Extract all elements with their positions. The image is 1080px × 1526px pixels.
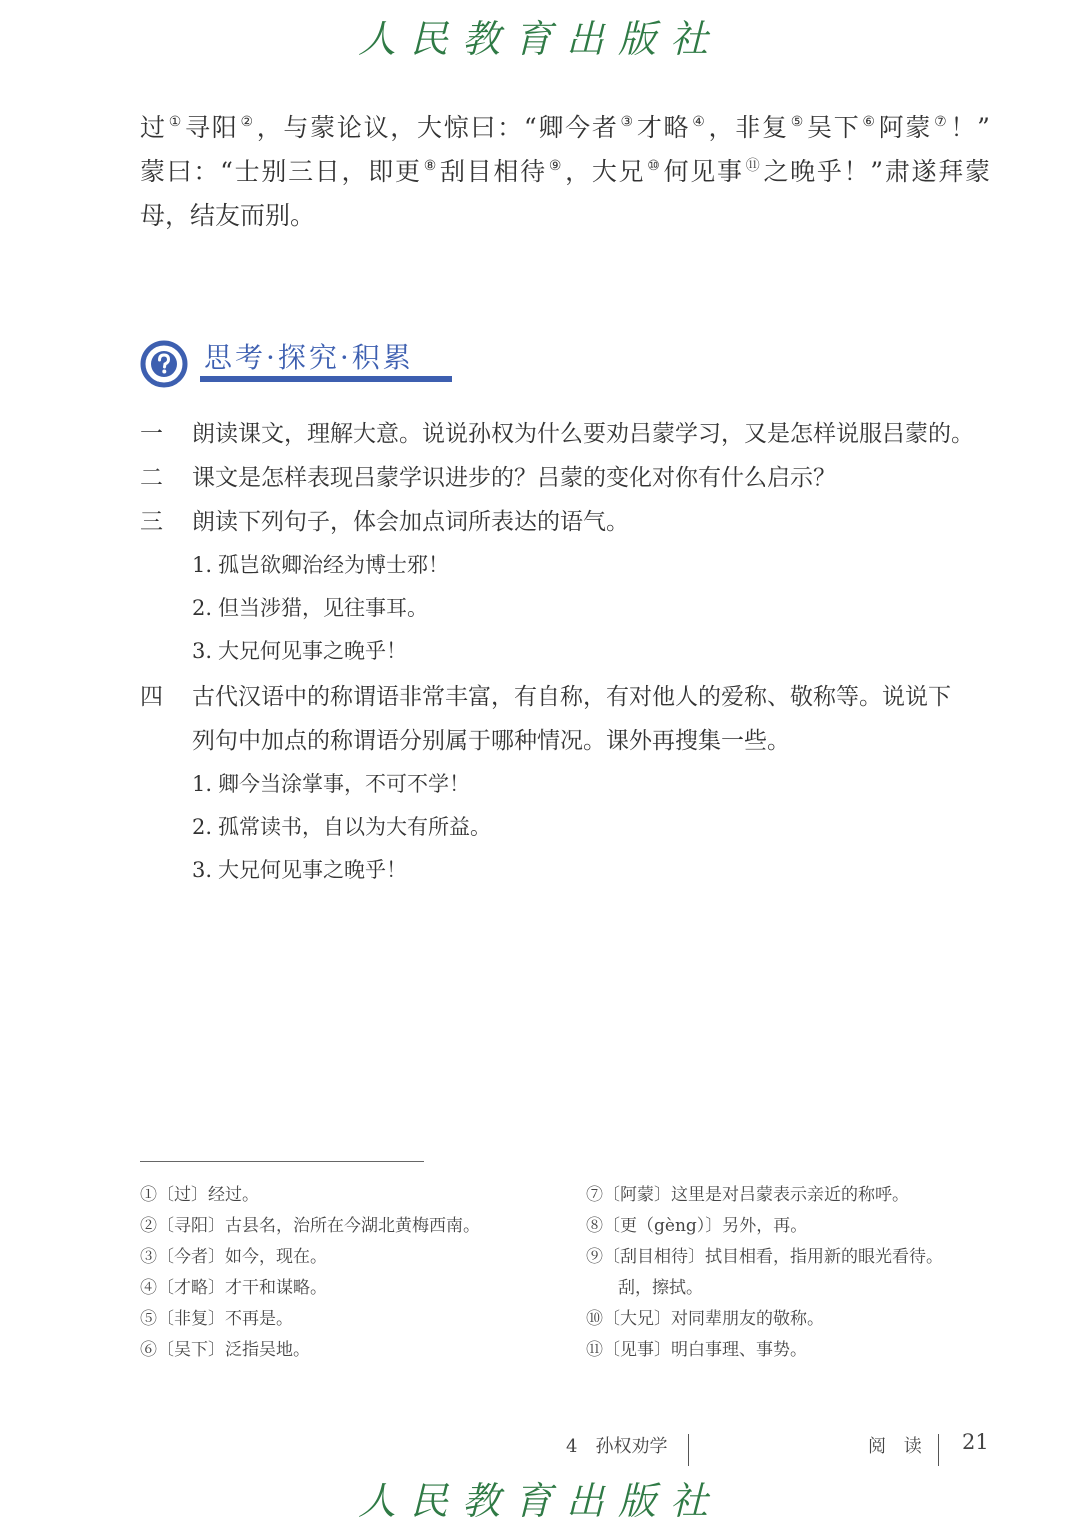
footer-divider <box>938 1434 939 1466</box>
footnote: ①〔过〕经过。 <box>140 1185 259 1205</box>
sub-item: 1. 孤岂欲卿治经为博士邪！ <box>192 553 449 577</box>
sub-item: 2. 孤常读书，自以为大有所益。 <box>192 815 491 839</box>
section-header <box>140 336 460 392</box>
footnote: ⑤〔非复〕不再是。 <box>140 1309 293 1329</box>
footnote: ⑦〔阿蒙〕这里是对吕蒙表示亲近的称呼。 <box>586 1185 909 1205</box>
question-2 <box>140 456 1000 500</box>
footnote: ③〔今者〕如今，现在。 <box>140 1247 327 1267</box>
footnotes-right <box>586 1180 1006 1366</box>
footnote-divider <box>140 1161 424 1162</box>
sub-item: 2. 但当涉猎，见往事耳。 <box>192 596 428 620</box>
publisher-watermark-bottom: 人民教育出版社 <box>357 1479 722 1523</box>
question-number: 三 <box>140 509 163 535</box>
footnote: ⑪〔见事〕明白事理、事势。 <box>586 1340 807 1360</box>
footnote: ④〔才略〕才干和谋略。 <box>140 1278 327 1298</box>
page-number: 21 <box>962 1430 989 1454</box>
footnote: ⑧〔更（gèng）〕另外，再。 <box>586 1216 808 1236</box>
footnote: ⑩〔大兄〕对同辈朋友的敬称。 <box>586 1309 824 1329</box>
passage-text <box>140 106 990 238</box>
question-text-cont: 列句中加点的称谓语分别属于哪种情况。课外再搜集一些。 <box>192 728 790 754</box>
footnote: ②〔寻阳〕古县名，治所在今湖北黄梅西南。 <box>140 1216 480 1236</box>
question-4 <box>140 675 1000 763</box>
sub-item: 1. 卿今当涂掌事，不可不学！ <box>192 772 470 796</box>
question-1 <box>140 412 1000 456</box>
question-list <box>140 412 1000 892</box>
footnote: ⑨〔刮目相待〕拭目相看，指用新的眼光看待。 <box>586 1247 943 1267</box>
footer-section-name: 阅 读 <box>868 1436 928 1457</box>
sub-item: 3. 大兄何见事之晚乎！ <box>192 639 407 663</box>
question-circle-icon <box>140 340 188 388</box>
footnote: ⑥〔吴下〕泛指吴地。 <box>140 1340 310 1360</box>
section-title: 思考·探究·积累 <box>204 341 414 374</box>
footer-divider <box>688 1434 689 1466</box>
question-number: 二 <box>140 465 163 491</box>
footnotes-left <box>140 1180 580 1366</box>
publisher-watermark-top: 人民教育出版社 <box>357 17 722 61</box>
question-text: 课文是怎样表现吕蒙学识进步的？吕蒙的变化对你有什么启示？ <box>192 465 836 491</box>
footer-lesson-title: 4 孙权劝学 <box>566 1436 668 1457</box>
passage-line-1: 过 ①寻阳 ②，与蒙论议，大惊曰：“卿今者 ③才略 ④，非复 ⑤吴下 ⑥阿蒙 ⑦！” <box>140 113 990 142</box>
question-number: 四 <box>140 684 163 710</box>
passage-line-3: 母，结友而别。 <box>140 201 316 230</box>
section-underline <box>200 376 452 382</box>
question-text: 古代汉语中的称谓语非常丰富，有自称，有对他人的爱称、敬称等。说说下 <box>192 684 951 710</box>
footnote-continuation: 刮，擦拭。 <box>618 1278 703 1298</box>
question-text: 朗读课文，理解大意。说说孙权为什么要劝吕蒙学习，又是怎样说服吕蒙的。 <box>192 421 974 447</box>
question-text: 朗读下列句子，体会加点词所表达的语气。 <box>192 509 629 535</box>
sub-item: 3. 大兄何见事之晚乎！ <box>192 858 407 882</box>
passage-line-2: 蒙曰：“士别三日，即更 ⑧刮目相待 ⑨，大兄 ⑩何见事 ⑪之晚乎！”肃遂拜蒙 <box>140 157 990 186</box>
question-3 <box>140 500 1000 544</box>
question-number: 一 <box>140 421 163 447</box>
